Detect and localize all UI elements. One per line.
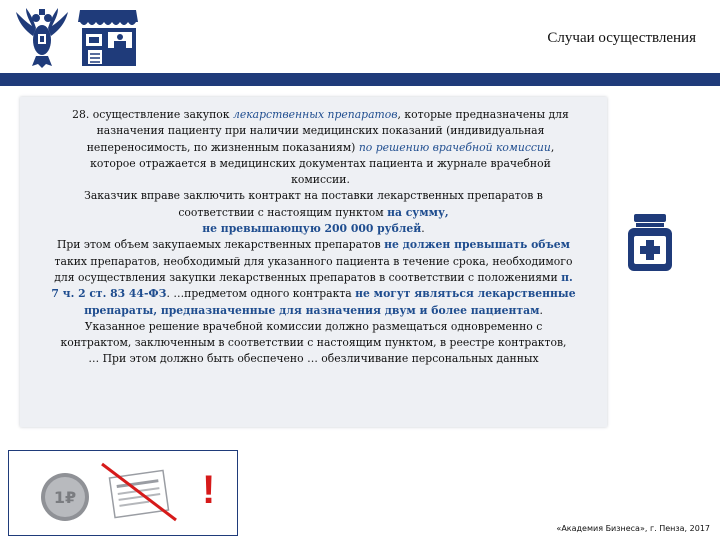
paragraph-2: Заказчик вправе заключить контракт на поставки лекарственных препаратов в соответствии с настоящим пунктом на сумму, не превышающую 200 000 рублей.: [84, 189, 543, 236]
warning-exclamation: !: [202, 468, 216, 512]
russian-eagle-emblem-icon: [16, 8, 68, 68]
paragraph-3: При этом объем закупаемых лекарственных препаратов не должен превышать объем таких препаратов, необходимый для указанного пациента в течение срока, необходимого для осуществления закупки лекарственных препаратов в соответствии с положениями п. 7 ч. 2 ст. 83 44-ФЗ. …предметом одного контракта не могут являться лекарственные препараты, предназначенные для назначения двум и более пациентам.: [51, 238, 576, 317]
paragraph-1: 28. осуществление закупок лекарственных препаратов, которые предназначены для назначения пациенту при наличии медицинских показаний (индивидуальная непереносимость, по жизненным показаниям) по решению врачебной комиссии, которое отражается в медицинских документах пациента и журнале врачебной комиссии.: [72, 108, 569, 187]
medicine-jar-icon: [626, 214, 674, 272]
header-logos: [12, 6, 140, 70]
crossed-out-document-icon: [98, 462, 180, 522]
ruble-coin-icon: [40, 472, 90, 522]
content-panel: [20, 97, 607, 427]
footer-credit: «Академия Бизнеса», г. Пенза, 2017: [556, 524, 710, 533]
svg-text:1₽: 1₽: [53, 488, 77, 507]
header-bar: [0, 73, 720, 86]
pharmacy-kiosk-icon: [78, 10, 138, 66]
page-title: Случаи осуществления: [547, 30, 696, 46]
content-text: [20, 107, 607, 368]
paragraph-4: Указанное решение врачебной комиссии должно размещаться одновременно с контрактом, заключенным в соответствии с настоящим пунктом, в реестре контрактов, … При этом должно быть обеспечено … обезличивание персональных данных: [60, 319, 567, 366]
